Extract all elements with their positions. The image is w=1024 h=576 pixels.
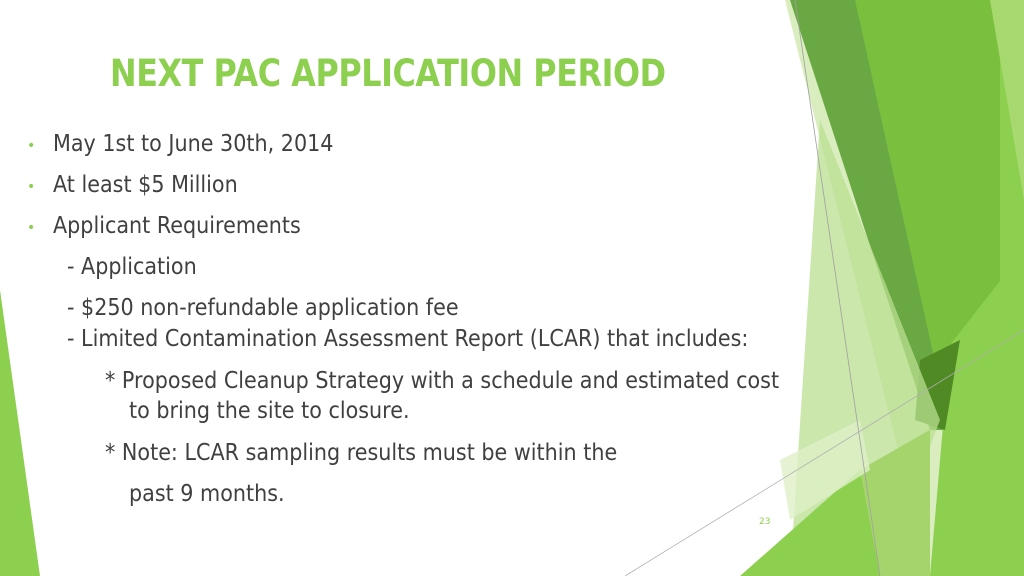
note-line: past 9 months. xyxy=(129,481,285,507)
bullet-item: Applicant Requirements xyxy=(53,213,301,239)
bullet-dot: • xyxy=(27,220,36,236)
note-line: * Note: LCAR sampling results must be within the xyxy=(105,440,618,466)
note-line: to bring the site to closure. xyxy=(129,398,410,424)
bullet-item: At least $5 Million xyxy=(53,172,238,198)
note-line: * Proposed Cleanup Strategy with a schedule and estimated cost xyxy=(105,368,780,394)
slide-title: NEXT PAC APPLICATION PERIOD xyxy=(110,52,666,95)
sub-item: - $250 non-refundable application fee xyxy=(67,295,459,321)
bullet-dot: • xyxy=(27,138,36,154)
bullet-dot: • xyxy=(27,179,36,195)
sub-item: - Application xyxy=(67,254,197,280)
sub-item: - Limited Contamination Assessment Report (LCAR) that includes: xyxy=(67,326,749,352)
left-edge-shape xyxy=(0,290,40,576)
page-number: 23 xyxy=(759,517,771,527)
bullet-item: May 1st to June 30th, 2014 xyxy=(53,131,334,157)
